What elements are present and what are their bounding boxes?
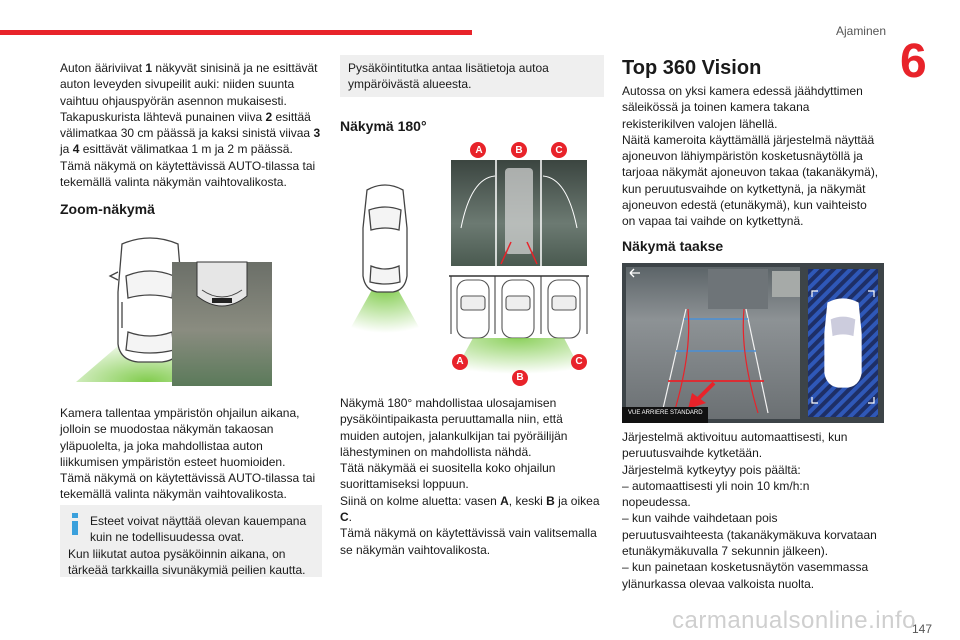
text-segment: ja oikea — [554, 493, 600, 508]
text-line: jolloin se muodostaa näkymän takaosan — [60, 422, 274, 437]
text-line: rekisterikilven valojen lähellä. — [622, 116, 778, 131]
rear-view-heading: Näkymä taakse — [622, 238, 724, 254]
text-line: ajoneuvon lähiympäristön kosketusnäytöllä ja — [622, 149, 863, 164]
bold-ref: 2 — [265, 109, 273, 124]
view-180-paragraph — [340, 395, 610, 558]
text-segment: Auton ääriviivat — [60, 61, 146, 75]
car-top-icon — [363, 185, 407, 292]
text-line: nopeudessa. — [622, 495, 691, 510]
bold-ref: C — [340, 510, 349, 525]
bold-ref: B — [546, 493, 555, 508]
info-icon — [68, 513, 82, 535]
text-segment: se näkymän vaihtovalikosta. — [340, 542, 491, 557]
text-line — [60, 125, 330, 141]
text-segment: auton leveyden sivupeilit auki: niiden suunta — [60, 77, 295, 92]
zone-a-label-top: A — [475, 145, 483, 156]
bold-ref: 3 — [313, 126, 321, 141]
text-line — [60, 109, 330, 125]
zone-c-label-top: C — [555, 145, 563, 156]
zoom-view-illustration — [62, 232, 292, 392]
text-line: – automaattisesti yli noin 10 km/h:n — [622, 478, 810, 493]
text-segment: Takapuskurista lähtevä punainen viiva — [60, 109, 266, 124]
text-line: ajoneuvon edestä (etunäkymä), kun vaihteisto — [622, 198, 867, 213]
text-segment: pysäköintipaikasta peruuttamalla niin, että — [340, 412, 563, 427]
text-line — [60, 93, 330, 109]
zone-a-label-bottom: A — [456, 356, 464, 367]
radar-note-line-2: ympäröivästä alueesta. — [348, 77, 472, 92]
view-180-illustration — [345, 138, 595, 388]
bold-ref: A — [500, 493, 509, 508]
text-line — [60, 141, 330, 157]
screen-mode-label: VUE ARRIERE STANDARD — [628, 410, 703, 416]
text-line — [60, 174, 330, 190]
text-line: liikkumisen ympäristön esteet huomioiden. — [60, 454, 286, 469]
text-segment: . — [348, 510, 353, 525]
text-line: tekemällä valinta näkymän vaihtovalikosta. — [60, 487, 287, 502]
header-accent-bar — [0, 30, 472, 35]
text-line: Näitä kameroita käyttämällä järjestelmä näyttää — [622, 132, 875, 147]
zoom-view-heading: Zoom-näkymä — [60, 201, 155, 217]
text-line — [340, 428, 610, 444]
col1-zoom-paragraph — [60, 405, 330, 503]
text-segment: esittää — [272, 109, 311, 124]
text-line: Tämä näkymä on käytettävissä AUTO-tilassa tai — [60, 471, 316, 486]
text-segment: ja — [60, 142, 73, 157]
text-line — [60, 158, 330, 174]
info-line-4: tärkeää tarkkailla sivunäkymiä peilien kautta. — [68, 562, 306, 577]
text-line: tarjoaa näkymät ajoneuvon takaa (takanäkymä), — [622, 165, 879, 180]
text-line: säleikössä ja toinen kamera takana — [622, 100, 810, 115]
top360-title: Top 360 Vision — [622, 57, 762, 79]
chapter-number: 6 — [900, 35, 927, 88]
text-segment: Tämä näkymä on käytettävissä vain valitsemalla — [340, 526, 597, 541]
text-line: – kun vaihde vaihdetaan pois — [622, 511, 778, 526]
text-line — [60, 60, 330, 76]
watermark: carmanualsonline.info — [672, 607, 916, 634]
text-segment: suorittamiseksi loppuun. — [340, 477, 469, 492]
text-segment: , keski — [508, 493, 547, 508]
text-line — [340, 476, 610, 492]
info-line-1: Esteet voivat näyttää olevan kauempana — [90, 514, 307, 528]
radar-note-box — [340, 55, 604, 97]
text-line: Järjestelmä kytkeytyy pois päältä: — [622, 462, 801, 477]
text-line — [60, 76, 330, 92]
rear-view-screen-illustration — [622, 263, 884, 423]
text-line — [340, 395, 610, 411]
text-segment: vaihtuu ohjauspyörän asennon mukaisesti. — [60, 93, 287, 108]
text-segment: Näkymä 180° mahdollistaa ulosajamisen — [340, 396, 557, 410]
text-line — [340, 411, 610, 427]
text-segment: Tätä näkymää ei suositella koko ohjailun — [340, 461, 556, 476]
text-line: – kun painetaan kosketusnäytön vasemmassa — [622, 560, 869, 575]
zone-b-label-bottom: B — [516, 372, 524, 383]
text-line: peruutusvaihde kytketään. — [622, 446, 763, 461]
text-segment: näkyvät sinisinä ja ne esittävät — [152, 61, 318, 75]
text-line — [340, 444, 610, 460]
section-title: Ajaminen — [835, 24, 886, 38]
text-line: yläpuolelta, ja joka mahdollistaa auton — [60, 438, 263, 453]
rear-view-paragraph — [622, 429, 892, 592]
text-segment: Tämä näkymä on käytettävissä AUTO-tilassa tai — [60, 158, 316, 173]
bold-ref: 1 — [145, 61, 153, 75]
text-line: Autossa on yksi kamera edessä jäähdyttimen — [622, 84, 863, 98]
text-line: kun peruutusvaihde on kytkettynä, ja näkymät — [622, 181, 866, 196]
text-segment: tekemällä valinta näkymän vaihtovalikosta. — [60, 175, 287, 190]
text-line — [340, 493, 610, 509]
view-180-heading: Näkymä 180° — [340, 118, 427, 134]
text-line — [340, 525, 610, 541]
bold-ref: 4 — [72, 142, 80, 157]
info-note-box — [60, 505, 322, 577]
text-line: on vapaa tai vaihde on kytkettynä. — [622, 214, 804, 229]
text-segment: esittävät välimatkaa 1 m ja 2 m päässä. — [79, 142, 293, 157]
page-number: 147 — [911, 622, 932, 636]
radar-note-line-1: Pysäköintitutka antaa lisätietoja autoa — [348, 61, 549, 75]
text-line: ylänurkassa olevaa valkoista nuolta. — [622, 576, 815, 591]
zone-c-label-bottom: C — [575, 356, 583, 367]
zone-b-label-top: B — [515, 145, 523, 156]
top360-intro — [622, 83, 892, 230]
text-segment: Siinä on kolme aluetta: vasen — [340, 493, 501, 508]
text-segment: välimatkaa 30 cm päässä ja kaksi sinistä viivaa — [60, 126, 314, 141]
text-line: peruutusvaihteesta (takanäkymäkuva korvataan — [622, 527, 877, 542]
text-line — [340, 509, 610, 525]
text-segment: lähestyminen on mahdollista nähdä. — [340, 444, 532, 459]
text-line: etunäkymäkuvalla 7 sekunnin jälkeen). — [622, 544, 829, 559]
text-line — [340, 460, 610, 476]
col1-intro-paragraph — [60, 60, 330, 190]
text-line — [340, 542, 610, 558]
text-segment: muiden autojen, jalankulkijan tai pyöräilijän — [340, 428, 568, 443]
text-line: Kamera tallentaa ympäristön ohjailun aikana, — [60, 406, 300, 420]
info-line-3: Kun liikutat autoa pysäköinnin aikana, on — [68, 546, 286, 561]
text-line: Järjestelmä aktivoituu automaattisesti, kun — [622, 430, 848, 444]
info-line-2: kuin ne todellisuudessa ovat. — [90, 530, 245, 545]
